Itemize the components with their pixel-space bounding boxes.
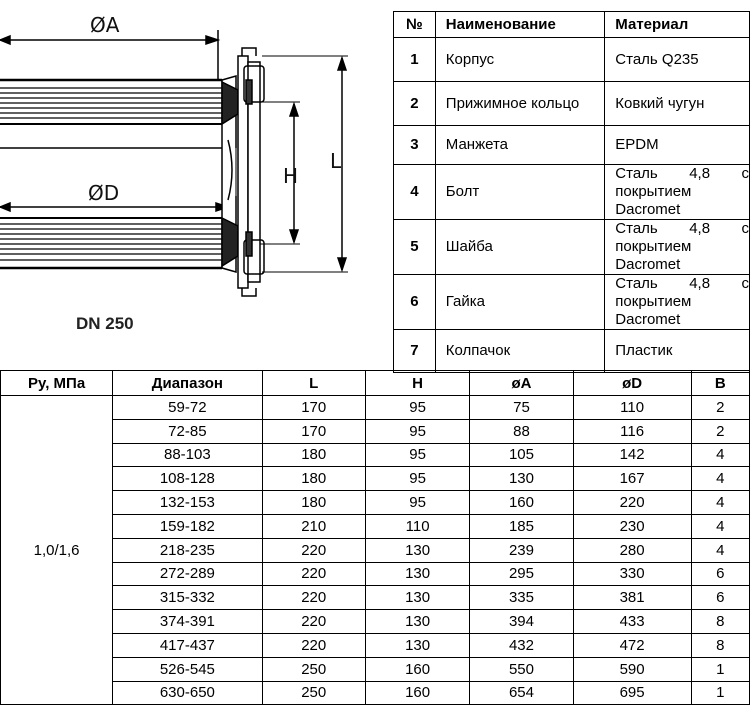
parts-material-cell: Ковкий чугун [605,82,750,126]
dims-od-cell: 142 [573,443,691,467]
dims-row [1,514,750,538]
dims-b-cell: 2 [691,419,749,443]
parts-name-cell: Болт [435,165,605,220]
dims-h-cell: 95 [365,467,469,491]
dims-b-cell: 4 [691,491,749,515]
dims-h-cell: 95 [365,419,469,443]
dims-od-cell: 116 [573,419,691,443]
dims-b-cell: 4 [691,443,749,467]
dim-h-label: H [283,164,299,188]
model-label: DN 250 [76,314,134,333]
parts-material-cell: Сталь Q235 [605,38,750,82]
dims-row [1,467,750,491]
dims-header-pressure: Py, МПа [1,371,113,396]
parts-material-cell: Сталь 4,8 с покрытием Dacromet [605,165,750,220]
dims-row [1,610,750,634]
parts-material-cell: EPDM [605,126,750,165]
dims-row [1,491,750,515]
dims-od-cell: 695 [573,681,691,705]
dims-header-h: H [365,371,469,396]
parts-row [394,38,750,82]
dims-od-cell: 220 [573,491,691,515]
dims-h-cell: 160 [365,657,469,681]
dims-oa-cell: 88 [470,419,573,443]
dim-a-line [0,30,218,80]
coupling-drawing-svg [0,0,370,350]
parts-row [394,275,750,330]
dims-b-cell: 8 [691,610,749,634]
parts-header-num: № [394,12,436,38]
dims-l-cell: 170 [262,396,365,420]
dims-h-cell: 130 [365,562,469,586]
dims-b-cell: 6 [691,562,749,586]
dims-l-cell: 180 [262,443,365,467]
dims-l-cell: 220 [262,562,365,586]
parts-num-cell: 6 [394,275,436,330]
dim-l-label: L [330,149,342,173]
dims-oa-cell: 75 [470,396,573,420]
dims-range-cell: 132-153 [113,491,262,515]
dims-h-cell: 95 [365,396,469,420]
parts-row [394,165,750,220]
lower-body [0,218,222,268]
dims-b-cell: 1 [691,657,749,681]
dims-od-cell: 167 [573,467,691,491]
dims-oa-cell: 130 [470,467,573,491]
dims-oa-cell: 654 [470,681,573,705]
dims-od-cell: 280 [573,538,691,562]
dims-header-range: Диапазон [113,371,262,396]
dims-header-oa: øA [470,371,573,396]
dims-range-cell: 159-182 [113,514,262,538]
dims-h-cell: 130 [365,633,469,657]
dims-header-b: B [691,371,749,396]
parts-num-cell: 2 [394,82,436,126]
dims-oa-cell: 185 [470,514,573,538]
parts-row [394,126,750,165]
dims-l-cell: 220 [262,610,365,634]
dims-od-cell: 230 [573,514,691,538]
dims-range-cell: 72-85 [113,419,262,443]
parts-header-name: Наименование [435,12,605,38]
parts-header-material: Материал [605,12,750,38]
dims-range-cell: 59-72 [113,396,262,420]
dim-d-label: ØD [88,181,120,205]
dims-b-cell: 2 [691,396,749,420]
dims-range-cell: 218-235 [113,538,262,562]
dims-row [1,538,750,562]
parts-name-cell: Шайба [435,220,605,275]
parts-num-cell: 7 [394,330,436,373]
dims-oa-cell: 105 [470,443,573,467]
dims-l-cell: 180 [262,491,365,515]
dims-l-cell: 220 [262,586,365,610]
dims-oa-cell: 295 [470,562,573,586]
dims-l-cell: 250 [262,657,365,681]
dims-h-cell: 95 [365,443,469,467]
dims-range-cell: 374-391 [113,610,262,634]
parts-name-cell: Манжета [435,126,605,165]
dims-range-cell: 88-103 [113,443,262,467]
dims-header-row [1,371,750,396]
parts-material-cell: Сталь 4,8 с покрытием Dacromet [605,220,750,275]
parts-table [393,11,750,373]
dims-oa-cell: 239 [470,538,573,562]
dims-row [1,586,750,610]
dims-b-cell: 6 [691,586,749,610]
dims-h-cell: 130 [365,538,469,562]
parts-row [394,220,750,275]
upper-body [0,80,222,148]
dims-h-cell: 110 [365,514,469,538]
dimensions-table [0,370,750,705]
dims-h-cell: 130 [365,586,469,610]
dims-b-cell: 4 [691,514,749,538]
dims-od-cell: 110 [573,396,691,420]
dims-oa-cell: 550 [470,657,573,681]
dims-l-cell: 220 [262,538,365,562]
dims-h-cell: 160 [365,681,469,705]
dims-od-cell: 433 [573,610,691,634]
parts-num-cell: 1 [394,38,436,82]
dims-l-cell: 170 [262,419,365,443]
dims-header-od: øD [573,371,691,396]
dims-b-cell: 4 [691,538,749,562]
parts-row [394,330,750,373]
dims-od-cell: 472 [573,633,691,657]
parts-num-cell: 5 [394,220,436,275]
dims-h-cell: 95 [365,491,469,515]
dims-l-cell: 210 [262,514,365,538]
coupling-drawing [0,0,370,350]
parts-num-cell: 4 [394,165,436,220]
dims-row [1,396,750,420]
dims-l-cell: 250 [262,681,365,705]
dims-row [1,681,750,705]
parts-num-cell: 3 [394,126,436,165]
parts-name-cell: Гайка [435,275,605,330]
dims-b-cell: 1 [691,681,749,705]
dims-b-cell: 8 [691,633,749,657]
dims-od-cell: 590 [573,657,691,681]
dims-row [1,657,750,681]
dims-range-cell: 315-332 [113,586,262,610]
dims-oa-cell: 335 [470,586,573,610]
dims-header-l: L [262,371,365,396]
dims-row [1,419,750,443]
parts-name-cell: Колпачок [435,330,605,373]
dims-b-cell: 4 [691,467,749,491]
dims-range-cell: 272-289 [113,562,262,586]
parts-material-cell: Сталь 4,8 с покрытием Dacromet [605,275,750,330]
parts-header-row [394,12,750,38]
dims-pressure-cell: 1,0/1,6 [1,396,113,705]
dims-l-cell: 220 [262,633,365,657]
dims-od-cell: 330 [573,562,691,586]
dims-range-cell: 108-128 [113,467,262,491]
dim-a-label: ØA [90,13,120,37]
dims-row [1,633,750,657]
parts-material-cell: Пластик [605,330,750,373]
dims-l-cell: 180 [262,467,365,491]
dims-oa-cell: 394 [470,610,573,634]
dims-range-cell: 630-650 [113,681,262,705]
dims-oa-cell: 160 [470,491,573,515]
parts-row [394,82,750,126]
dims-range-cell: 417-437 [113,633,262,657]
dims-range-cell: 526-545 [113,657,262,681]
dims-row [1,443,750,467]
parts-name-cell: Корпус [435,38,605,82]
parts-name-cell: Прижимное кольцо [435,82,605,126]
dims-od-cell: 381 [573,586,691,610]
dims-row [1,562,750,586]
dims-oa-cell: 432 [470,633,573,657]
dims-h-cell: 130 [365,610,469,634]
